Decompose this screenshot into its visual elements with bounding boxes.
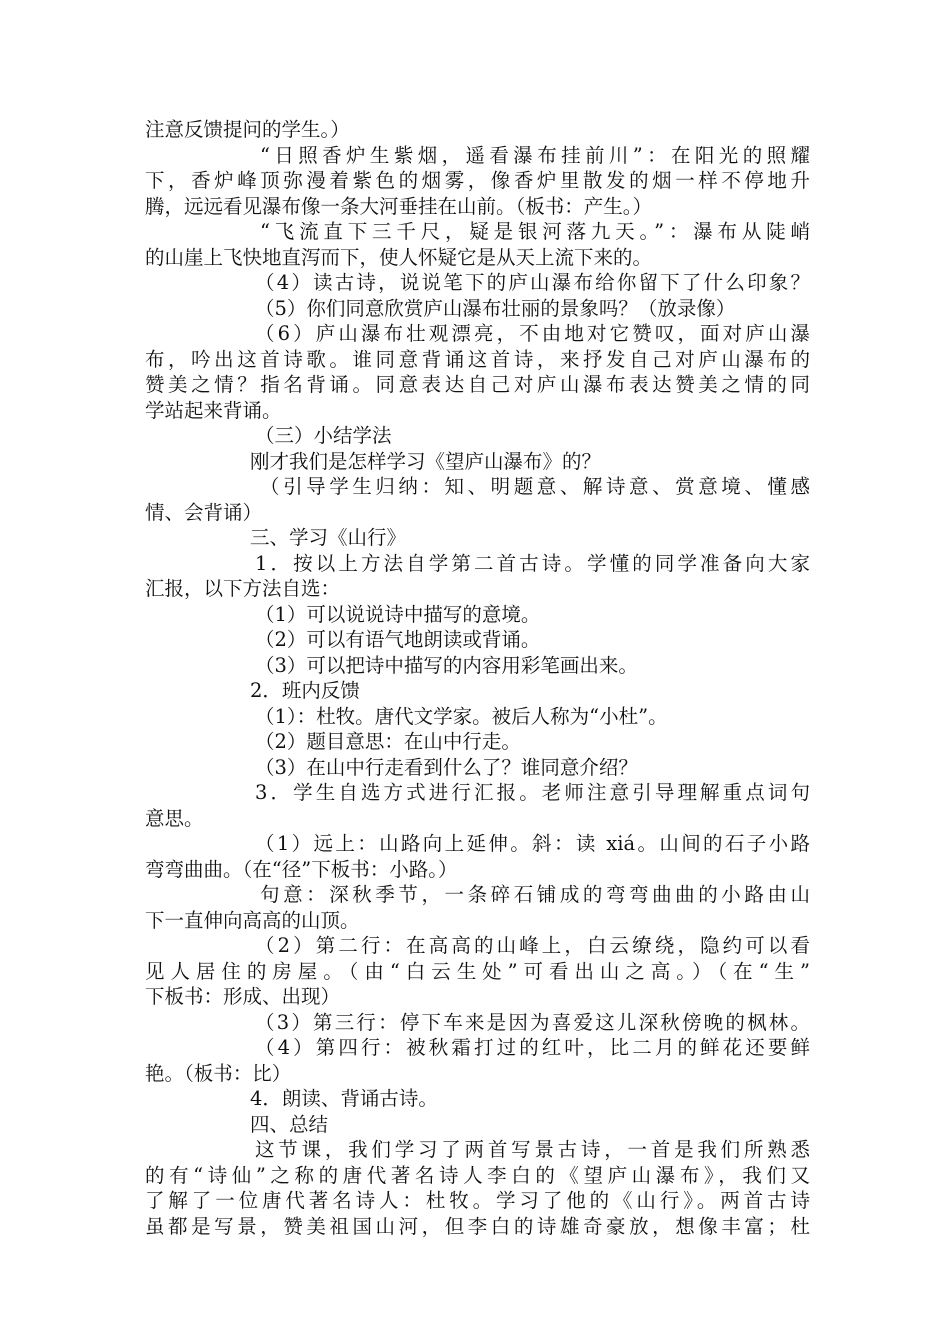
text-line: 注意反馈提问的学生。）: [145, 118, 350, 141]
text-line: 下一直伸向高高的山顶。: [145, 908, 360, 932]
text-line: （1）：杜牧。唐代文学家。被后人称为“小杜”。: [255, 704, 668, 728]
text-line: 艳。（板书：比）: [145, 1061, 292, 1085]
text-line: 3．学生自选方式进行汇报。老师注意引导理解重点词句: [255, 781, 810, 804]
text-line: “飞流直下三千尺，疑是银河落九天。”：瀑布从陡峭: [260, 220, 810, 243]
text-line: 学站起来背诵。: [145, 398, 282, 422]
text-line: （2）题目意思：在山中行走。: [255, 730, 521, 753]
text-line: （3）可以把诗中描写的内容用彩笔画出来。: [255, 653, 638, 677]
text-line: 意思。: [145, 806, 204, 830]
text-line: 腾，远远看见瀑布像一条大河垂挂在山前。（板书：产生。）: [145, 194, 653, 218]
text-line: （4）读古诗，说说笔下的庐山瀑布给你留下了什么印象？: [255, 271, 810, 294]
text-line: （5）你们同意欣赏庐山瀑布壮丽的景象吗？（放录像）: [255, 296, 736, 320]
text-line: （2）第二行：在高高的山峰上，白云缭绕，隐约可以看: [255, 934, 810, 957]
text-line: （三）小结学法: [255, 424, 392, 447]
text-line: 情、会背诵）: [145, 500, 263, 524]
document-body: [145, 117, 810, 1239]
text-line: 句意：深秋季节，一条碎石铺成的弯弯曲曲的小路由山: [260, 883, 810, 906]
text-line: （1）可以说说诗中描写的意境。: [255, 602, 541, 626]
text-line: 下，香炉峰顶弥漫着紫色的烟雾，像香炉里散发的烟一样不停地升: [145, 169, 810, 192]
text-line: （1）远上：山路向上延伸。斜：读 xiá。山间的石子小路: [255, 832, 810, 855]
text-line: （2）可以有语气地朗读或背诵。: [255, 628, 541, 651]
text-line: 下板书：形成、出现）: [145, 985, 341, 1008]
text-line: 虽都是写景，赞美祖国山河，但李白的诗雄奇豪放，想像丰富；杜: [145, 1214, 810, 1238]
text-line: 见人居住的房屋。（由“白云生处”可看出山之高。）（在“生”: [145, 959, 810, 983]
text-line: （6）庐山瀑布壮观漂亮，不由地对它赞叹，面对庐山瀑: [255, 322, 810, 345]
text-line: （4）第四行：被秋霜打过的红叶，比二月的鲜花还要鲜: [255, 1036, 810, 1059]
text-line: 了解了一位唐代著名诗人：杜牧。学习了他的《山行》。两首古诗: [145, 1189, 810, 1212]
text-line: 汇报，以下方法自选：: [145, 577, 341, 600]
text-line: 布，吟出这首诗歌。谁同意背诵这首诗，来抒发自己对庐山瀑布的: [145, 347, 810, 371]
text-line: 四、总结: [250, 1112, 329, 1136]
text-line: （3）第三行：停下车来是因为喜爱这儿深秋傍晚的枫林。: [255, 1010, 810, 1034]
text-line: 这节课，我们学习了两首写景古诗，一首是我们所熟悉: [255, 1138, 810, 1161]
text-line: （3）在山中行走看到什么了？谁同意介绍？: [255, 755, 638, 779]
text-line: 刚才我们是怎样学习《望庐山瀑布》的？: [250, 449, 602, 473]
text-line: 4．朗读、背诵古诗。: [250, 1087, 438, 1110]
text-line: （引导学生归纳：知、明题意、解诗意、赏意境、懂感: [260, 475, 810, 498]
text-line: 1．按以上方法自学第二首古诗。学懂的同学准备向大家: [255, 551, 810, 575]
text-line: 的有“诗仙”之称的唐代著名诗人李白的《望庐山瀑布》，我们又: [145, 1163, 810, 1187]
text-line: 赞美之情？指名背诵。同意表达自己对庐山瀑布表达赞美之情的同: [145, 373, 810, 396]
text-line: 三、学习《山行》: [250, 526, 407, 549]
text-line: 2．班内反馈: [250, 679, 360, 702]
text-line: 的山崖上飞快地直泻而下，使人怀疑它是从天上流下来的。: [145, 245, 653, 269]
text-line: 弯弯曲曲。（在“径”下板书：小路。）: [145, 857, 458, 881]
text-line: “日照香炉生紫烟，遥看瀑布挂前川”：在阳光的照耀: [260, 143, 810, 167]
